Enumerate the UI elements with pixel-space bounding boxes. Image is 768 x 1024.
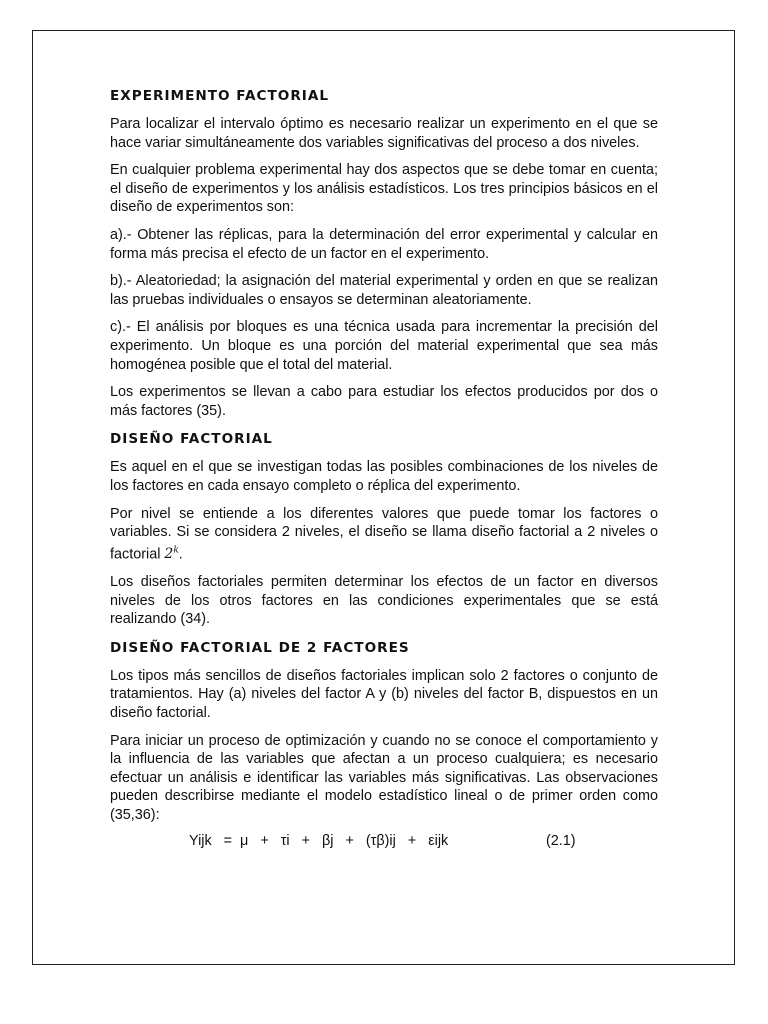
paragraph: Los tipos más sencillos de diseños factoriales implican solo 2 factores o conjunto de tratamientos. Hay (a) niveles del factor A y (b) niveles del factor B, dispuestos en un diseño factorial. (110, 667, 658, 721)
paragraph: b).- Aleatoriedad; la asignación del material experimental y orden en que se realizan las pruebas individuales o ensayos se determinan aleatoriamente. (110, 273, 658, 308)
document-body (110, 86, 658, 855)
paragraph: En cualquier problema experimental hay dos aspectos que se debe tomar en cuenta; el diseño de experimentos y los análisis estadísticos. Los tres principios básicos en el diseño de experimentos son: (110, 162, 658, 216)
paragraph (110, 505, 658, 564)
section-heading-diseno-factorial-2-factores: DISEÑO FACTORIAL DE 2 FACTORES (110, 639, 410, 656)
paragraph: Los diseños factoriales permiten determinar los efectos de un factor en diversos niveles de los otros factores en las condiciones experimentales que se está realizando (34). (110, 573, 658, 628)
paragraph: Para localizar el intervalo óptimo es necesario realizar un experimento en el que se hace variar simultáneamente dos variables significativas del proceso a dos niveles. (110, 116, 658, 151)
equation: Yijk = μ + τi + βj + (τβ)ij + εijk (189, 833, 449, 850)
power-exponent: k (173, 545, 179, 556)
paragraph: Los experimentos se llevan a cabo para estudiar los efectos producidos por dos o más factores (35). (110, 384, 658, 419)
paragraph: c).- El análisis por bloques es una técnica usada para incrementar la precisión del experimento. Un bloque es una porción del material experimental que sea más homogénea posible que el total del material. (110, 319, 658, 373)
equation-line (110, 833, 658, 855)
section-heading-experimento-factorial: EXPERIMENTO FACTORIAL (110, 88, 330, 104)
paragraph: Es aquel en el que se investigan todas las posibles combinaciones de los niveles de los factores en cada ensayo completo o réplica del experimento. (110, 459, 658, 494)
equation-number: (2.1) (546, 833, 576, 850)
paragraph-text: Por nivel se entiende a los diferentes valores que puede tomar los factores o variables. Si se considera 2 niveles, el diseño se llama diseño factorial a 2 niveles o factorial (110, 505, 658, 563)
section-heading-diseno-factorial: DISEÑO FACTORIAL (110, 431, 273, 448)
paragraph-end: . (178, 546, 183, 563)
power-expression (164, 546, 178, 562)
paragraph: a).- Obtener las réplicas, para la determinación del error experimental y calcular en forma más precisa el efecto de un factor en el experimento. (110, 226, 658, 262)
power-base: 2 (164, 546, 174, 563)
paragraph: Para iniciar un proceso de optimización y cuando no se conoce el comportamiento y la influencia de las variables que afectan a un proceso cualquiera; es necesario efectuar un análisis e identificar las variables más significativas. Las observaciones pueden describirse mediante el modelo estadístico lineal o de primer orden como (35,36): (110, 732, 658, 823)
